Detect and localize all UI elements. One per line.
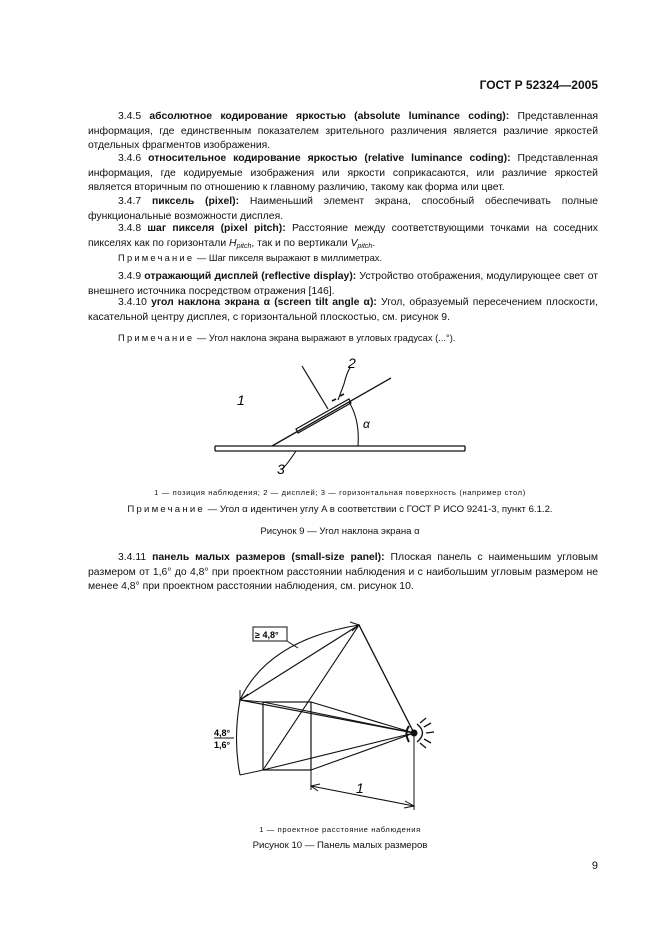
document-header: ГОСТ Р 52324—2005 [479, 78, 598, 92]
section-number: 3.4.7 [118, 196, 142, 207]
tilt-plane-line [272, 378, 391, 446]
figure-9-caption: Рисунок 9 — Угол наклона экрана α [260, 526, 420, 537]
term: относительное кодирование яркостью (relative luminance coding): [148, 153, 511, 164]
figure-9-legend: 1 — позиция наблюдения; 2 — дисплей; 3 — горизонтальная поверхность (например стол) [154, 488, 526, 497]
note-label: Примечание [127, 504, 205, 515]
distance-label: 1 [356, 780, 364, 796]
page-number: 9 [591, 860, 598, 872]
term: угол наклона экрана α (screen tilt angle α): [151, 297, 377, 308]
range-top-label: 4,8° [214, 728, 231, 738]
big-angle-label: ≥ 4,8° [255, 630, 279, 640]
section-number: 3.4.11 [118, 552, 147, 563]
term: отражающий дисплей (reflective display): [144, 271, 357, 282]
alpha-arc [349, 402, 358, 446]
definition: Угол, образуемый пересечением плоскости, касательной центру дисплея, с горизонтальной плоскостью, см. рисунок 9. [88, 297, 599, 323]
definition: Наименьший элемент экрана, способный обеспечивать полные функциональные возможности дисплея. [88, 196, 599, 222]
section-number: 3.4.5 [118, 111, 142, 122]
figure-9-note [60, 504, 620, 515]
v-symbol: V [350, 237, 358, 249]
definition-part-a: Расстояние между соответствующими точками на соседних пикселях как по горизонтали [88, 223, 598, 249]
v-subscript: pitch [357, 242, 373, 250]
definition-part-b: , так и по вертикали [251, 237, 351, 249]
label-2: 2 [348, 355, 356, 371]
label-3: 3 [277, 461, 285, 477]
definition: Представленная информация, где единственным показателем зрительного различения является различие яркостей отдельных фрагментов изображения. [88, 111, 598, 152]
note-label: Примечание [118, 332, 195, 343]
small-angle-arc [237, 700, 241, 775]
figure-10-caption: Рисунок 10 — Панель малых размеров [252, 840, 428, 851]
label-1: 1 [237, 392, 245, 408]
definition: Плоская панель с наименьшим угловым размером от 1,6° до 4,8° при проектном расстоянии наблюдения и с наибольшим угловым размером не менее 4,8° при проектном расстоянии наблюдения, см. рисунок 10. [88, 552, 599, 593]
horizontal-surface [215, 446, 465, 451]
h-subscript: pitch [236, 242, 252, 250]
note-text: — Шаг пикселя выражают в миллиметрах. [194, 252, 383, 263]
term: панель малых размеров (small-size panel): [152, 552, 385, 563]
range-bottom-label: 1,6° [214, 740, 231, 750]
section-number: 3.4.8 [118, 223, 142, 234]
section-number: 3.4.10 [118, 297, 147, 308]
definition-part-c: . [372, 237, 376, 249]
term: шаг пикселя (pixel pitch): [147, 223, 286, 234]
note-label: Примечание [118, 252, 195, 263]
h-symbol: H [229, 237, 237, 249]
section-number: 3.4.6 [118, 153, 142, 164]
figure-10-drawing [214, 622, 434, 810]
viewing-line [302, 366, 328, 409]
definition: Представленная информация, где кодируемые изображения или яркости соприкасаются, или различие яркостей является вторичным по отношению к главному различию, такому как форма или цвет. [88, 153, 598, 194]
figure-10-legend: 1 — проектное расстояние наблюдения [259, 825, 421, 834]
term: абсолютное кодирование яркостью (absolute luminance coding): [149, 111, 510, 122]
term: пиксель (pixel): [151, 196, 240, 207]
note-text: — Угол α идентичен углу A в соответствии с ГОСТ Р ИСО 9241-3, пункт 6.1.2. [204, 504, 553, 515]
leader-2 [338, 368, 350, 400]
eye-icon [407, 718, 435, 748]
section-3-4-11 [88, 551, 598, 595]
section-number: 3.4.9 [118, 271, 142, 282]
definition: Устройство отображения, модулирующее свет от внешнего источника посредством отражения [146]. [88, 271, 599, 297]
note-text: — Угол наклона экрана выражают в угловых градусах (...°). [194, 332, 456, 343]
alpha-label: α [363, 417, 370, 431]
